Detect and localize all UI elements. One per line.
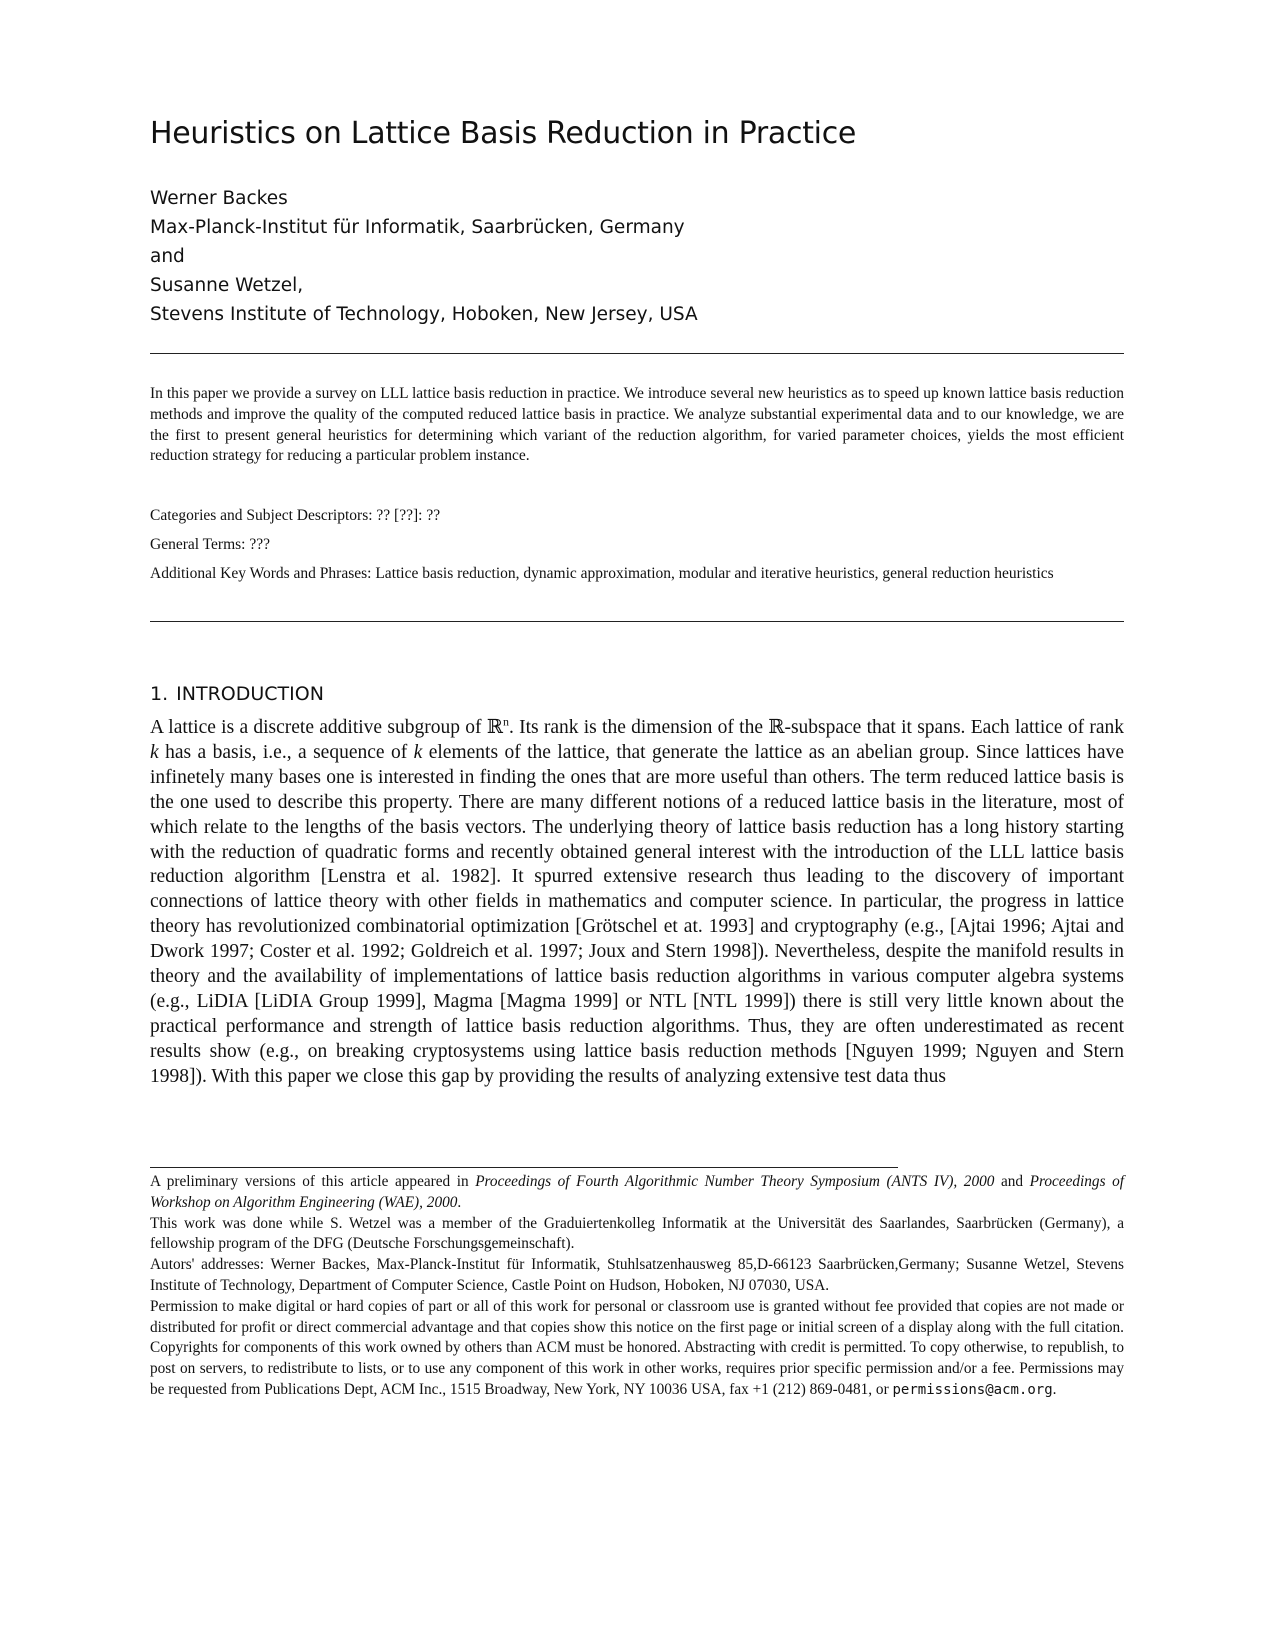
section-title: INTRODUCTION <box>176 683 324 705</box>
author-name-2: Susanne Wetzel, <box>150 275 304 296</box>
abstract-text: In this paper we provide a survey on LLL lattice basis reduction in practice. We introduce several new heuristics as to speed up known lattice basis reduction methods and improve the quality of the computed reduced lattice basis in practice. We analyze substantial experimental data and to our knowledge, we are the first to present general heuristics for determining which variant of the reduction algorithm, for varied parameter choices, yields the most efficient reduction strategy for reducing a particular problem instance. <box>150 385 1124 465</box>
author-conjunction: and <box>150 246 185 267</box>
paper-title: Heuristics on Lattice Basis Reduction in Practice <box>150 116 857 151</box>
footnote-rule <box>150 1167 898 1168</box>
top-rule <box>150 353 1124 354</box>
abstract <box>150 384 1124 467</box>
footnote-permission: Permission to make digital or hard copies of part or all of this work for personal or classroom use is granted without fee provided that copies are not made or distributed for profit or direct commercial advantage and that copies show this notice on the first page or initial screen of a display along with the full citation. Copyrights for components of this work owned by others than ACM must be honored. Abstracting with credit is permitted. To copy otherwise, to republish, to post on servers, to redistribute to lists, or to use any component of this work in other works, requires prior specific permission and/or a fee. Permissions may be requested from Publications Dept, ACM Inc., 1515 Broadway, New York, NY 10036 USA, fax +1 (212) 869-0481, or permissions@acm.org. <box>150 1297 1124 1398</box>
footnote-preliminary: A preliminary versions of this article appeared in Proceedings of Fourth Algorithmic Number Theory Symposium (ANTS IV), 2000 and Proceedings of Workshop on Algorithm Engineering (WAE), 2000. <box>150 1173 1124 1211</box>
author-affiliation-1: Max-Planck-Institut für Informatik, Saarbrücken, Germany <box>150 217 685 238</box>
footnote-addresses: Autors' addresses: Werner Backes, Max-Planck-Institut für Informatik, Stuhlsatzenhausweg 85,D-66123 Saarbrücken,Germany; Susanne Wetzel, Stevens Institute of Technology, Department of Computer Science, Castle Point on Hudson, Hoboken, NJ 07030, USA. <box>150 1256 1124 1294</box>
section-heading <box>150 683 332 705</box>
author-block <box>150 184 698 329</box>
keywords-line: Additional Key Words and Phrases: Lattice basis reduction, dynamic approximation, modular and iterative heuristics, general reduction heuristics <box>150 565 1054 582</box>
bottom-rule <box>150 621 1124 622</box>
intro-paragraph: A lattice is a discrete additive subgroup of ℝ$^n$. Its rank is the dimension of the ℝ-subspace that it spans. Each lattice of rank k has a basis, i.e., a sequence of k elements of the lattice, that generate the lattice as an abelian group. Since lattices have infinetely many bases one is interested in finding the ones that are more useful than others. The term reduced lattice basis is the one used to describe this property. There are many different notions of a reduced lattice basis in the literature, most of which relate to the lengths of the basis vectors. The underlying theory of lattice basis reduction has a long history starting with the reduction of quadratic forms and recently obtained general interest with the introduction of the LLL lattice basis reduction algorithm [Lenstra et al. 1982]. It spurred extensive research thus leading to the discovery of important connections of lattice theory with other fields in mathematics and computer science. In particular, the progress in lattice theory has revolutionized combinatorial optimization [Grötschel et at. 1993] and cryptography (e.g., [Ajtai 1996; Ajtai and Dwork 1997; Coster et al. 1992; Goldreich et al. 1997; Joux and Stern 1998]). Nevertheless, despite the manifold results in theory and the availability of implementations of lattice basis reduction algorithms in various computer algebra systems (e.g., LiDIA [LiDIA Group 1999], Magma [Magma 1999] or NTL [NTL 1999]) there is still very little known about the practical performance and strength of lattice basis reduction algorithms. Thus, they are often underestimated as recent results show (e.g., on breaking cryptosystems using lattice basis reduction methods [Nguyen 1999; Nguyen and Stern 1998]). With this paper we close this gap by providing the results of analyzing extensive test data thus <box>150 714 1125 1087</box>
author-affiliation-2: Stevens Institute of Technology, Hoboken, New Jersey, USA <box>150 304 698 325</box>
footnotes <box>150 1172 1124 1401</box>
section-number: 1. <box>150 683 169 705</box>
permissions-email-link[interactable]: permissions@acm.org <box>892 1381 1053 1398</box>
author-name-1: Werner Backes <box>150 188 288 209</box>
categories-line: Categories and Subject Descriptors: ?? [??]: ?? <box>150 507 441 524</box>
footnote-funding: This work was done while S. Wetzel was a member of the Graduiertenkolleg Informatik at the Universität des Saarlandes, Saarbrücken (Germany), a fellowship program of the DFG (Deutsche Forschungsgemeinschaft). <box>150 1214 1124 1253</box>
general-terms-line: General Terms: ??? <box>150 536 270 553</box>
